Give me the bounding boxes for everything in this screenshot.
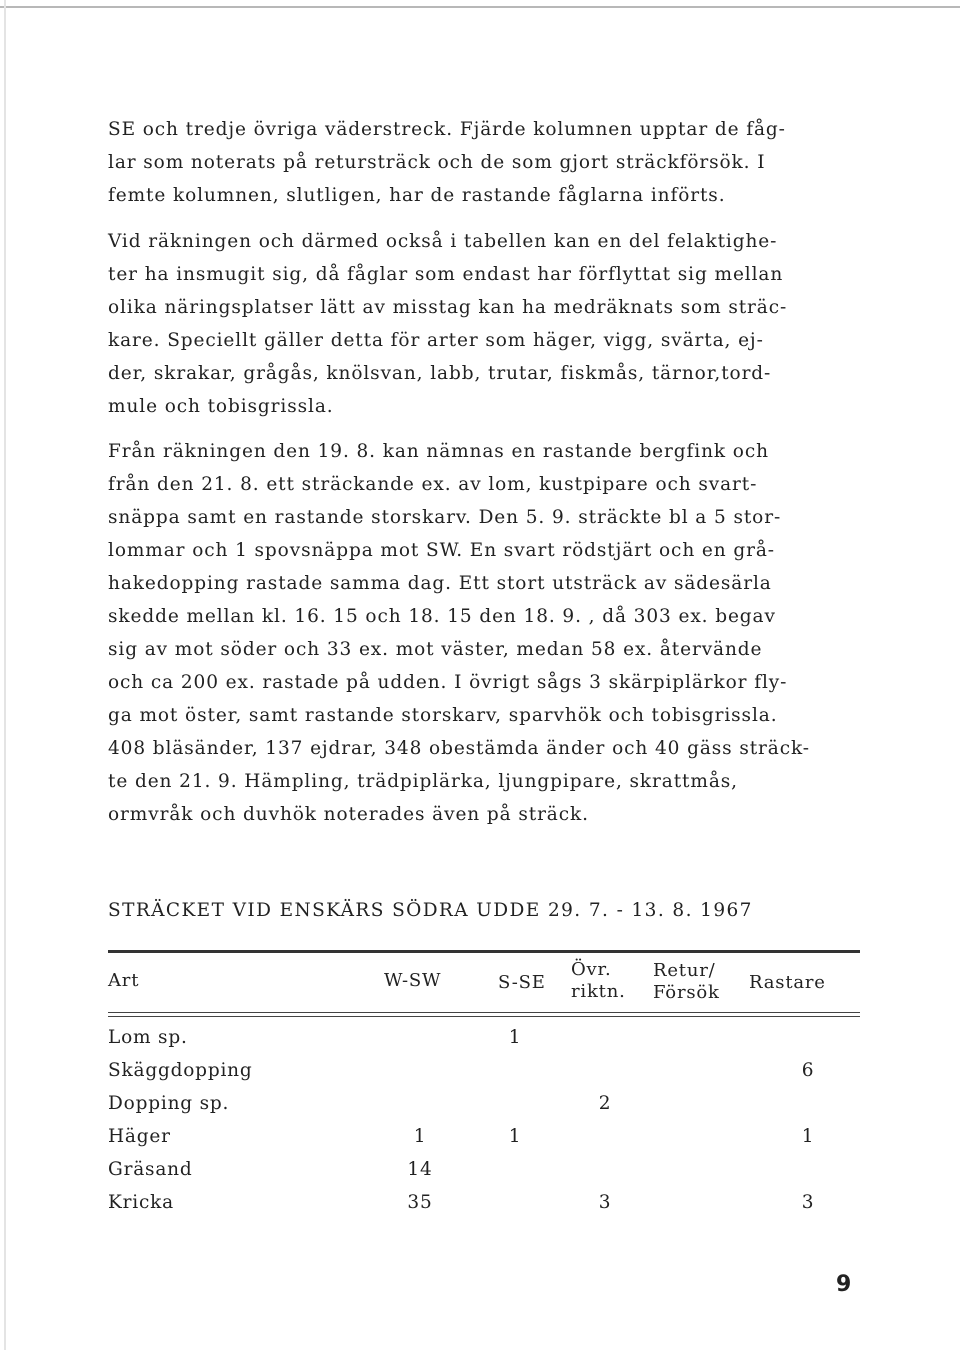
text-line: hakedopping rastade samma dag. Ett stort utsträck av sädesärla (108, 573, 772, 594)
paragraph-2 (108, 225, 868, 423)
cell-art: Dopping sp. (108, 1093, 230, 1114)
text-line: sig av mot söder och 33 ex. mot väster, medan 58 ex. återvände (108, 639, 763, 660)
scan-left-edge (4, 0, 6, 1350)
text-line: SE och tredje övriga väderstreck. Fjärde kolumnen upptar de fåg- (108, 119, 786, 140)
text-line: femte kolumnen, slutligen, har de rastande fåglarna införts. (108, 185, 726, 206)
cell-art: Skäggdopping (108, 1060, 253, 1081)
cell-rastare: 6 (801, 1060, 815, 1081)
header-ovr-line1: Övr. (571, 959, 612, 980)
text-line: kare. Speciellt gäller detta för arter som häger, vigg, svärta, ej- (108, 330, 764, 351)
header-rastare: Rastare (749, 972, 826, 993)
text-line: ter ha insmugit sig, då fåglar som endast har förflyttat sig mellan (108, 264, 784, 285)
text-line: mule och tobisgrissla. (108, 396, 334, 417)
text-line: Från räkningen den 19. 8. kan nämnas en rastande bergfink och (108, 441, 769, 462)
cell-sse: 1 (508, 1027, 522, 1048)
cell-wsw: 1 (413, 1126, 427, 1147)
cell-art: Kricka (108, 1192, 174, 1213)
paragraph-1 (108, 113, 868, 212)
header-retur-line1: Retur/ (653, 960, 716, 981)
cell-rastare: 1 (801, 1126, 815, 1147)
table-title: STRÄCKET VID ENSKÄRS SÖDRA UDDE 29. 7. - 13. 8. 1967 (108, 900, 753, 921)
header-wsw: W-SW (384, 970, 442, 991)
text-line: der, skrakar, grågås, knölsvan, labb, trutar, fiskmås, tärnor,tord- (108, 363, 772, 384)
text-line: från den 21. 8. ett sträckande ex. av lom, kustpipare och svart- (108, 474, 758, 495)
cell-art: Lom sp. (108, 1027, 188, 1048)
table-top-rule (108, 950, 860, 953)
table-header-rule-double (108, 1016, 860, 1017)
text-line: olika näringsplatser lätt av misstag kan ha medräknats som sträc- (108, 297, 788, 318)
paragraph-3 (108, 435, 868, 831)
text-line: ormvråk och duvhök noterades även på sträck. (108, 804, 589, 825)
text-line: lommar och 1 spovsnäppa mot SW. En svart rödstjärt och en grå- (108, 540, 775, 561)
cell-art: Häger (108, 1126, 171, 1147)
text-line: skedde mellan kl. 16. 15 och 18. 15 den 18. 9. , då 303 ex. begav (108, 606, 776, 627)
text-line: te den 21. 9. Hämpling, trädpiplärka, ljungpipare, skrattmås, (108, 771, 738, 792)
page-number: 9 (836, 1272, 852, 1297)
cell-ovr: 3 (598, 1192, 612, 1213)
header-sse: S-SE (498, 972, 546, 993)
cell-ovr: 2 (598, 1093, 612, 1114)
text-line: 408 bläsänder, 137 ejdrar, 348 obestämda änder och 40 gäss sträck- (108, 738, 810, 759)
table-header-rule (108, 1012, 860, 1013)
text-line: ga mot öster, samt rastande storskarv, sparvhök och tobisgrissla. (108, 705, 778, 726)
cell-rastare: 3 (801, 1192, 815, 1213)
header-art: Art (108, 970, 140, 991)
text-line: och ca 200 ex. rastade på udden. I övrigt sågs 3 skärpiplärkor fly- (108, 672, 788, 693)
cell-sse: 1 (508, 1126, 522, 1147)
text-line: lar som noterats på retursträck och de som gjort sträckförsök. I (108, 152, 766, 173)
cell-wsw: 14 (407, 1159, 433, 1180)
scan-top-border (0, 6, 960, 8)
cell-wsw: 35 (407, 1192, 433, 1213)
header-retur-line2: Försök (653, 982, 720, 1003)
text-line: Vid räkningen och därmed också i tabellen kan en del felaktighe- (108, 231, 778, 252)
header-ovr-line2: riktn. (571, 981, 626, 1002)
text-line: snäppa samt en rastande storskarv. Den 5. 9. sträckte bl a 5 stor- (108, 507, 782, 528)
cell-art: Gräsand (108, 1159, 193, 1180)
